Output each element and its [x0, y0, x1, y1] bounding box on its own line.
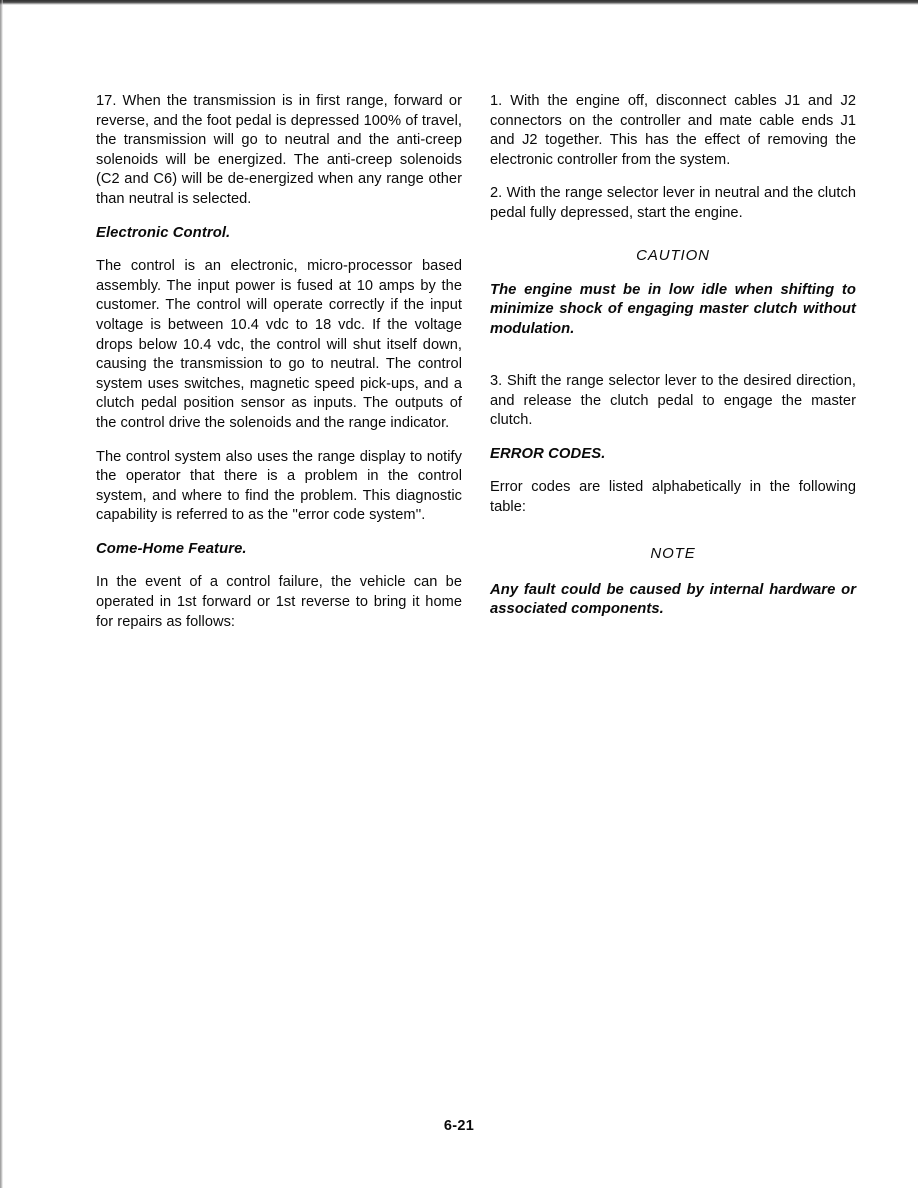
paragraph-error-code-system: The control system also uses the range display to notify the operator that there is a problem in the control system, and where to find the problem. This diagnostic capability is referred to as the ''error code system''.	[96, 448, 462, 524]
note-text: Any fault could be caused by internal hardware or associated components.	[490, 581, 856, 618]
paragraph-step-2: 2. With the range selector lever in neutral and the clutch pedal fully depressed, start the engine.	[490, 185, 856, 221]
paragraph-come-home: In the event of a control failure, the vehicle can be operated in 1st forward or 1st reverse to bring it home for repairs as follows:	[96, 574, 462, 630]
heading-come-home-feature: Come-Home Feature.	[96, 540, 247, 557]
heading-error-codes: ERROR CODES.	[490, 445, 606, 462]
scan-edge-top-artifact	[0, 0, 918, 5]
heading-electronic-control: Electronic Control.	[96, 224, 231, 241]
two-column-text-body	[96, 92, 856, 632]
scan-edge-left-artifact	[0, 0, 3, 1188]
paragraph-step-3: 3. Shift the range selector lever to the desired direction, and release the clutch pedal to engage the master clutch.	[490, 372, 856, 429]
left-text-column	[96, 92, 462, 632]
paragraph-step-17: 17. When the transmission is in first range, forward or reverse, and the foot pedal is depressed 100% of travel, the transmission will go to neutral and the anti-creep solenoids will be energized. The anti-creep solenoids (C2 and C6) will be de-energized when any range other than neutral is selected.	[96, 93, 462, 207]
paragraph-error-codes-intro: Error codes are listed alphabetically in the following table:	[490, 479, 856, 515]
caution-text: The engine must be in low idle when shifting to minimize shock of engaging master clutch without modulation.	[490, 281, 856, 338]
right-text-column	[490, 92, 856, 632]
paragraph-control-description: The control is an electronic, micro-processor based assembly. The input power is fused at 10 amps by the customer. The control will operate correctly if the input voltage is between 10.4 vdc to 18 vdc. If the voltage drops below 10.4 vdc, the control will shut itself down, causing the transmission to go to neutral. The control system uses switches, magnetic speed pick-ups, and a clutch pedal position sensor as inputs. The outputs of the control drive the solenoids and the range indicator.	[96, 258, 462, 431]
caution-label: CAUTION	[636, 246, 710, 264]
paragraph-step-1: 1. With the engine off, disconnect cables J1 and J2 connectors on the controller and mate cable ends J1 and J2 together. This has the effect of removing the electronic controller from the system.	[490, 93, 856, 168]
vertical-spacer	[490, 354, 856, 372]
page-number-footer: 6-21	[443, 1118, 475, 1134]
note-label: NOTE	[650, 544, 696, 562]
